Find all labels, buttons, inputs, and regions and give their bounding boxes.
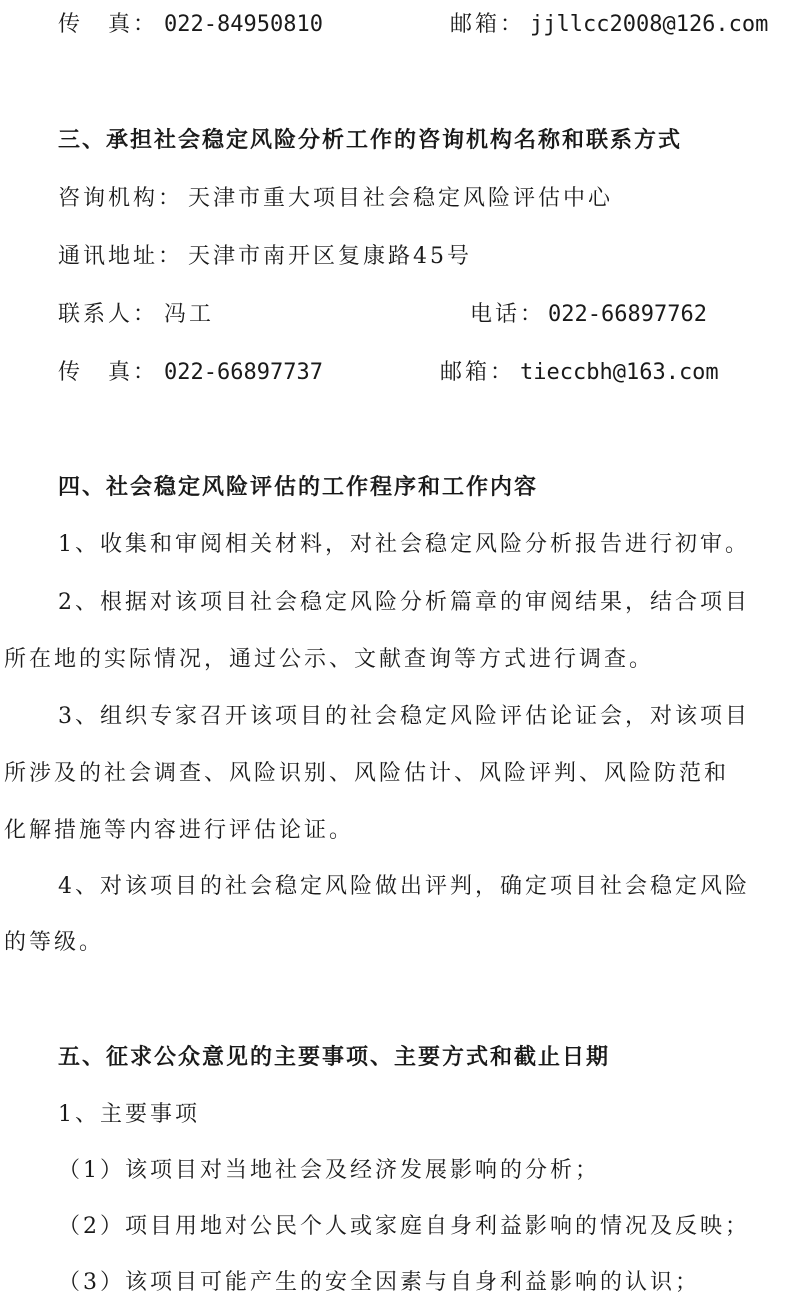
section5-item: （3）该项目可能产生的安全因素与自身利益影响的认识； (58, 1270, 700, 1295)
contact-value: 冯工 (164, 302, 215, 327)
section4-line: 3、组织专家召开该项目的社会稳定风险评估论证会，对该项目 (58, 704, 750, 729)
top-fax-label: 传 真： (58, 12, 159, 37)
section5-item: （2）项目用地对公民个人或家庭自身利益影响的情况及反映； (58, 1214, 750, 1239)
phone-value: 022-66897762 (548, 302, 707, 327)
section5-item: （1）该项目对当地社会及经济发展影响的分析； (58, 1158, 600, 1183)
section5-heading: 五、征求公众意见的主要事项、主要方式和截止日期 (58, 1044, 611, 1070)
fax-value: 022-66897737 (164, 360, 323, 385)
org-value: 天津市重大项目社会稳定风险评估中心 (188, 186, 614, 211)
top-email-value: jjllcc2008@126.com (530, 12, 769, 37)
org-label: 咨询机构： (58, 186, 184, 211)
phone-label: 电话： (470, 302, 546, 327)
section4-line: 的等级。 (4, 930, 105, 955)
section4-line: 4、对该项目的社会稳定风险做出评判，确定项目社会稳定风险 (58, 874, 750, 899)
section4-line: 2、根据对该项目社会稳定风险分析篇章的审阅结果，结合项目 (58, 590, 750, 615)
section4-line: 1、收集和审阅相关材料，对社会稳定风险分析报告进行初审。 (58, 532, 750, 557)
section3-heading: 三、承担社会稳定风险分析工作的咨询机构名称和联系方式 (58, 127, 683, 153)
email-value: tieccbh@163.com (520, 360, 719, 385)
top-email-label: 邮箱： (450, 12, 526, 37)
fax-label: 传 真： (58, 360, 159, 385)
section4-line: 化解措施等内容进行评估论证。 (4, 818, 355, 843)
email-label: 邮箱： (440, 360, 516, 385)
address-label: 通讯地址： (58, 244, 184, 269)
section5-sub1: 1、主要事项 (58, 1102, 200, 1127)
contact-label: 联系人： (58, 302, 159, 327)
section4-line: 所在地的实际情况，通过公示、文献查询等方式进行调查。 (4, 647, 655, 672)
top-fax-value: 022-84950810 (164, 12, 323, 37)
address-value: 天津市南开区复康路45号 (188, 244, 472, 269)
section4-line: 所涉及的社会调查、风险识别、风险估计、风险评判、风险防范和 (4, 761, 730, 786)
section4-heading: 四、社会稳定风险评估的工作程序和工作内容 (58, 474, 539, 500)
